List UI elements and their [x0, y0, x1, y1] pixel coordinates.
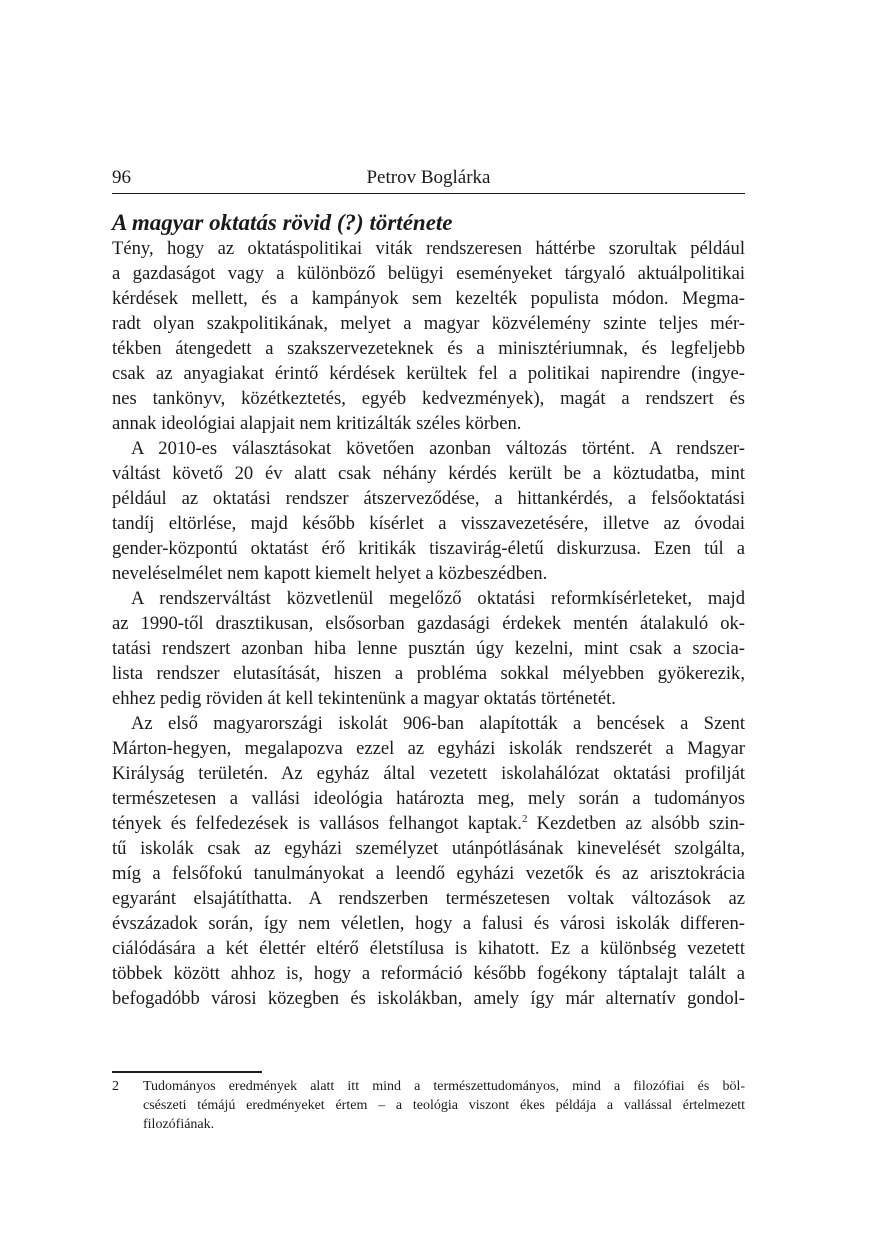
footnote-line: filozófiának.: [143, 1117, 215, 1132]
text-line: az 1990-től drasztikusan, elsősorban gazdasági érdekek mentén átalakuló ok-: [112, 613, 745, 634]
page-number: 96: [112, 167, 131, 188]
text-line: csak az anyagiakat érintő kérdések kerültek fel a politikai napirendre (ingye-: [112, 363, 745, 384]
text-line: ehhez pedig röviden át kell tekintenünk a magyar oktatás történetét.: [112, 688, 616, 709]
text-line: Tény, hogy az oktatáspolitikai viták rendszeresen háttérbe szorultak például: [112, 238, 745, 259]
text-line: lista rendszer elutasítását, hiszen a probléma sokkal mélyebben gyökerezik,: [112, 663, 745, 684]
body-text: [112, 236, 745, 1011]
text-segment: Kezdetben az alsóbb szin-: [527, 813, 745, 834]
footnote-number: 2: [112, 1079, 119, 1094]
text-line: ciálódására a két élettér eltérő életstílusa is kihatott. Ez a különbség vezetett: [112, 938, 745, 959]
text-line: A 2010-es választásokat követően azonban változás történt. A rendszer-: [131, 438, 745, 459]
text-line: tatási rendszert azonban hiba lenne pusztán úgy kezelni, mint csak a szocia-: [112, 638, 745, 659]
header-rule: [112, 193, 745, 194]
text-line: nes tankönyv, közétkeztetés, egyéb kedvezmények), magát a rendszert és: [112, 388, 745, 409]
text-line: váltást követő 20 év alatt csak néhány kérdés került be a köztudatba, mint: [112, 463, 745, 484]
text-line: évszázadok során, így nem véletlen, hogy a falusi és városi iskolák differen-: [112, 913, 745, 934]
running-head-author: Petrov Boglárka: [366, 167, 491, 188]
text-line: például az oktatási rendszer átszerveződése, a hittankérdés, a felsőoktatási: [112, 488, 745, 509]
text-line: Az első magyarországi iskolát 906-ban alapították a bencések a Szent: [131, 713, 745, 734]
footnote-rule: [112, 1071, 262, 1073]
text-line: természetesen a vallási ideológia határozta meg, mely során a tudományos: [112, 788, 745, 809]
text-line: [112, 811, 745, 836]
section-title: A magyar oktatás rövid (?) története: [112, 210, 453, 235]
text-line: tandíj eltörlése, majd később kísérlet a visszavezetésére, illetve az óvodai: [112, 513, 745, 534]
text-line: tű iskolák csak az egyházi személyzet utánpótlásának kinevelését szolgálta,: [112, 838, 745, 859]
text-line: Márton-hegyen, megalapozva ezzel az egyházi iskolák rendszerét a Magyar: [112, 738, 745, 759]
text-line: gender-központú oktatást érő kritikák tiszavirág-életű diskurzusa. Ezen túl a: [112, 538, 745, 559]
footnote-text: [143, 1077, 745, 1134]
text-line: A rendszerváltást közvetlenül megelőző oktatási reformkísérleteket, majd: [131, 588, 745, 609]
text-line: kérdések mellett, és a kampányok sem kezelték populista módon. Megma-: [112, 288, 745, 309]
text-line: befogadóbb városi közegben és iskolákban, amely így már alternatív gondol-: [112, 988, 745, 1009]
footnote-line: csészeti témájú eredményeket értem – a teológia viszont ékes példája a vallással értelmezett: [143, 1098, 745, 1113]
text-line: Királyság területén. Az egyház által vezetett iskolahálózat oktatási profilját: [112, 763, 745, 784]
text-line: radt olyan szakpolitikának, melyet a magyar közvélemény szinte teljes mér-: [112, 313, 745, 334]
text-line: tékben átengedett a szakszervezeteknek és a minisztériumnak, és legfeljebb: [112, 338, 745, 359]
footnote-reference[interactable]: 2: [521, 812, 528, 825]
footnote-line: Tudományos eredmények alatt itt mind a természettudományos, mind a filozófiai és böl-: [143, 1079, 745, 1094]
text-line: többek között ahhoz is, hogy a reformáció később fogékony táptalajt talált a: [112, 963, 745, 984]
text-line: míg a felsőfokú tanulmányokat a leendő egyházi vezetők és az arisztokrácia: [112, 863, 745, 884]
text-line: annak ideológiai alapjait nem kritizálták széles körben.: [112, 413, 522, 434]
text-segment: tények és felfedezések is vallásos felhangot kaptak.: [112, 813, 522, 834]
text-line: neveléselmélet nem kapott kiemelt helyet a közbeszédben.: [112, 563, 548, 584]
text-line: egyaránt elsajátíthatta. A rendszerben természetesen voltak változások az: [112, 888, 745, 909]
text-line: a gazdaságot vagy a különböző belügyi eseményeket tárgyaló aktuálpolitikai: [112, 263, 745, 284]
page-header: [112, 165, 745, 195]
